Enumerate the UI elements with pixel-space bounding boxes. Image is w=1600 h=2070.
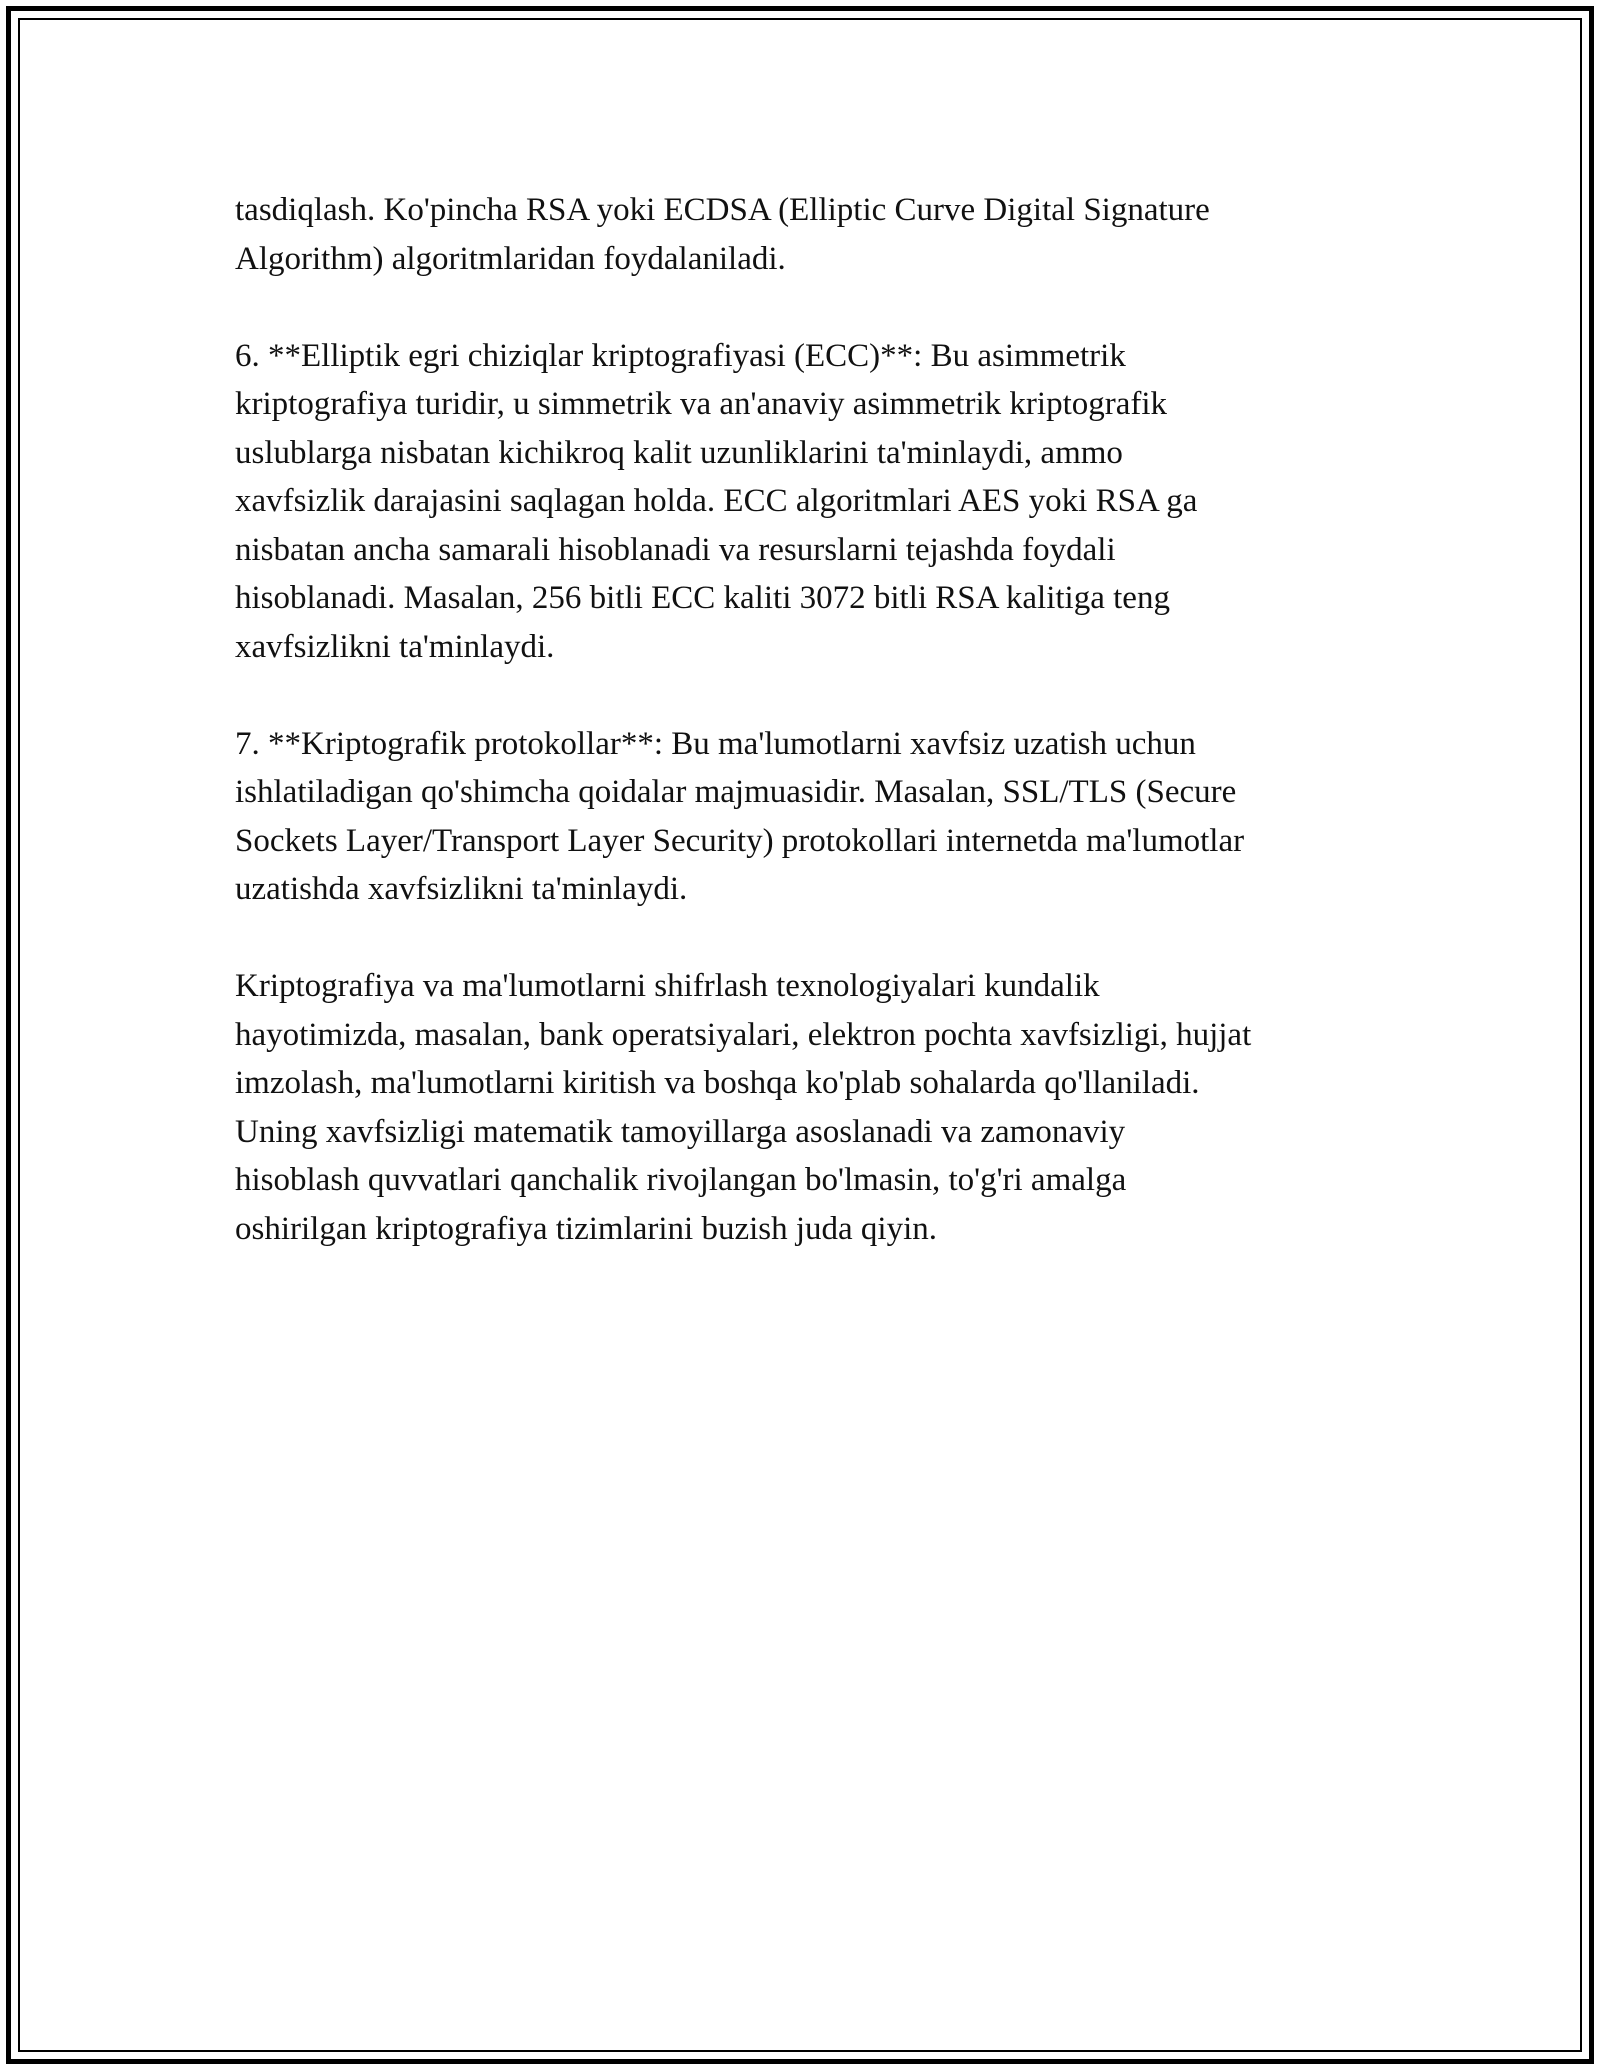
text-line: uslublarga nisbatan kichikroq kalit uzunliklarini ta'minlaydi, ammo [235, 434, 1123, 471]
paragraph-protocols [235, 720, 1375, 914]
text-line: uzatishda xavfsizlikni ta'minlaydi. [235, 871, 688, 907]
paragraph-ecc [235, 332, 1375, 672]
text-line: hayotimizda, masalan, bank operatsiyalari, elektron pochta xavfsizligi, hujjat [235, 1016, 1252, 1053]
text-line: 6. **Elliptik egri chiziqlar kriptografiyasi (ECC)**: Bu asimmetrik [235, 337, 1126, 374]
text-line: 7. **Kriptografik protokollar**: Bu ma'lumotlarni xavfsiz uzatish uchun [235, 725, 1196, 762]
text-line: ishlatiladigan qo'shimcha qoidalar majmuasidir. Masalan, SSL/TLS (Secure [235, 774, 1237, 810]
text-line: hisoblanadi. Masalan, 256 bitli ECC kaliti 3072 bitli RSA kalitiga teng [235, 580, 1170, 616]
text-line: xavfsizlik darajasini saqlagan holda. ECC algoritmlari AES yoki RSA ga [235, 483, 1198, 519]
document-body [235, 186, 1375, 1302]
text-line: kriptografiya turidir, u simmetrik va an'anaviy asimmetrik kriptografik [235, 386, 1168, 422]
text-line: imzolash, ma'lumotlarni kiritish va boshqa ko'plab sohalarda qo'llaniladi. [235, 1065, 1200, 1101]
text-line: hisoblash quvvatlari qanchalik rivojlangan bo'lmasin, to'g'ri amalga [235, 1162, 1127, 1198]
text-line: Uning xavfsizligi matematik tamoyillarga asoslanadi va zamonaviy [235, 1113, 1126, 1150]
paragraph-signature-continuation [235, 186, 1375, 283]
paragraph-conclusion [235, 962, 1375, 1253]
text-line: Kriptografiya va ma'lumotlarni shifrlash texnologiyalari kundalik [235, 968, 1100, 1004]
text-line: nisbatan ancha samarali hisoblanadi va resurslarni tejashda foydali [235, 531, 1116, 568]
text-line: oshirilgan kriptografiya tizimlarini buzish juda qiyin. [235, 1210, 938, 1247]
text-line: tasdiqlash. Ko'pincha RSA yoki ECDSA (Elliptic Curve Digital Signature [235, 192, 1210, 228]
text-line: Algorithm) algoritmlaridan foydalaniladi. [235, 240, 786, 277]
text-line: Sockets Layer/Transport Layer Security) protokollari internetda ma'lumotlar [235, 822, 1245, 859]
text-line: xavfsizlikni ta'minlaydi. [235, 628, 555, 665]
